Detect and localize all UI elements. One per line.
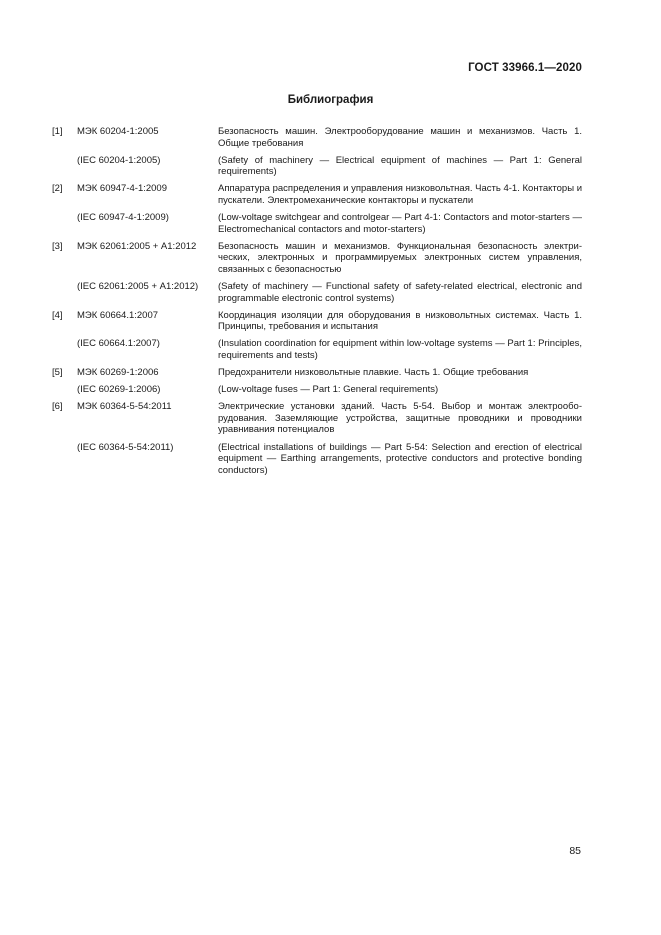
entry-number bbox=[52, 338, 77, 361]
page-title: Библиография bbox=[287, 94, 374, 106]
page-number: 85 bbox=[569, 845, 581, 857]
bibliography-entry bbox=[52, 126, 582, 149]
entry-description: Аппаратура распределения и управления низковольтная. Часть 4-1. Контакторы и пускатели. Электромеханические контакторы и пускатели bbox=[218, 183, 582, 206]
bibliography-entry bbox=[52, 155, 582, 178]
entry-description: (Insulation coordination for equipment within low-voltage systems — Part 1: Principles, requirements and tests) bbox=[218, 338, 582, 361]
entry-number: [5] bbox=[52, 367, 63, 379]
bibliography-entry bbox=[52, 367, 582, 379]
entry-number bbox=[52, 281, 77, 304]
bibliography-list bbox=[52, 126, 582, 482]
entry-description: (Low-voltage switchgear and controlgear — Part 4-1: Contactors and motor-starters — Electromechanical contactors and motor-starters) bbox=[218, 212, 582, 235]
entry-description: Безопасность машин и механизмов. Функциональная безопасность электрических, электронных и программируемых электронных систем управления, связанных с безопасностью bbox=[218, 240, 582, 275]
entry-description: (Electrical installations of buildings — Part 5-54: Selection and erection of electrical equipment — Earthing arrangements, protective conductors and protective bonding conductors) bbox=[218, 441, 582, 476]
entry-reference: МЭК 60947-4-1:2009 bbox=[77, 183, 167, 195]
entry-reference: (IEC 60364-5-54:2011) bbox=[77, 441, 174, 453]
bibliography-entry bbox=[52, 338, 582, 361]
bibliography-entry bbox=[52, 401, 582, 436]
entry-number: [4] bbox=[52, 309, 63, 321]
entry-reference: (IEC 62061:2005 + А1:2012) bbox=[77, 281, 199, 293]
entry-description: Предохранители низковольтные плавкие. Часть 1. Общие требования bbox=[218, 367, 529, 379]
entry-reference: МЭК 60269-1:2006 bbox=[77, 367, 159, 379]
entry-number bbox=[52, 384, 77, 396]
entry-number: [2] bbox=[52, 183, 63, 195]
entry-description: Координация изоляции для оборудования в низковольтных системах. Часть 1. Принципы, требования и испытания bbox=[218, 309, 582, 333]
entry-reference: МЭК 60204-1:2005 bbox=[77, 126, 159, 137]
entry-number: [1] bbox=[52, 126, 63, 137]
bibliography-entry bbox=[52, 281, 582, 304]
entry-number bbox=[52, 212, 77, 235]
bibliography-entry bbox=[52, 442, 582, 477]
document-standard-number: ГОСТ 33966.1—2020 bbox=[468, 62, 582, 74]
bibliography-entry bbox=[52, 241, 582, 276]
bibliography-entry bbox=[52, 212, 582, 235]
entry-number: [3] bbox=[52, 240, 63, 252]
entry-reference: МЭК 60664.1:2007 bbox=[77, 309, 159, 321]
entry-reference: (IEC 60269-1:2006) bbox=[77, 384, 161, 396]
entry-number: [6] bbox=[52, 401, 63, 413]
entry-reference: МЭК 62061:2005 + А1:2012 bbox=[77, 240, 197, 252]
entry-reference: (IEC 60947-4-1:2009) bbox=[77, 212, 169, 224]
entry-reference: (IEC 60204-1:2005) bbox=[77, 154, 161, 166]
entry-description: (Safety of machinery — Functional safety of safety-related electrical, electronic and programmable electronic control systems) bbox=[218, 281, 582, 304]
bibliography-entry bbox=[52, 384, 582, 396]
entry-description: (Low-voltage fuses — Part 1: General requirements) bbox=[218, 384, 439, 396]
bibliography-entry bbox=[52, 310, 582, 333]
entry-description: Электрические установки зданий. Часть 5-54. Выбор и монтаж электрооборудования. Заземляющие устройства, защитные проводники и проводники уравнивания потенциалов bbox=[218, 401, 582, 436]
entry-number bbox=[52, 155, 77, 178]
bibliography-entry bbox=[52, 183, 582, 206]
entry-number bbox=[52, 442, 77, 477]
entry-reference: МЭК 60364-5-54:2011 bbox=[77, 401, 172, 413]
entry-description: (Safety of machinery — Electrical equipment of machines — Part 1: General requirements) bbox=[218, 154, 582, 178]
entry-reference: (IEC 60664.1:2007) bbox=[77, 338, 160, 350]
entry-description: Безопасность машин. Электрооборудование машин и механизмов. Часть 1. Общие требования bbox=[218, 126, 582, 149]
